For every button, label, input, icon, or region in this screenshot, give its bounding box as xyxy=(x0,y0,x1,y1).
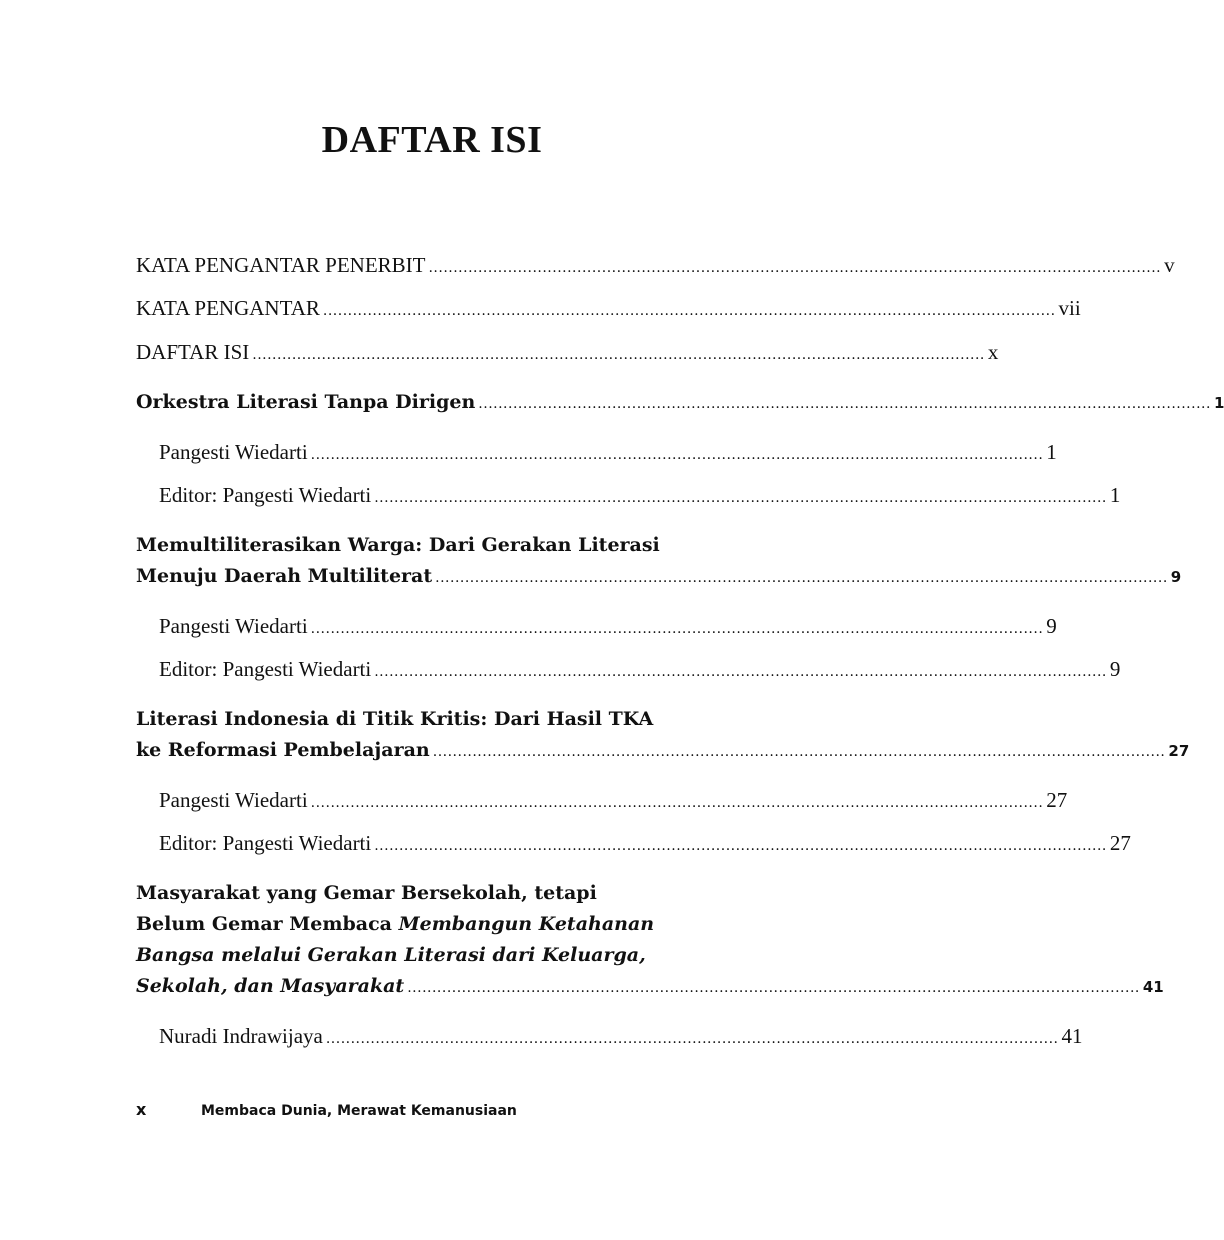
chapter-title-line: Masyarakat yang Gemar Bersekolah, tetapi xyxy=(136,882,597,904)
chapter-title-line: Literasi Indonesia di Titik Kritis: Dari Hasil TKA xyxy=(136,708,654,730)
editor-name: Editor: Pangesti Wiedarti xyxy=(159,831,372,855)
toc-sub-entry[interactable] xyxy=(159,785,1068,818)
chapter-title-line: Memultiliterasikan Warga: Dari Gerakan Literasi xyxy=(136,534,660,556)
chapter-subtitle: Membangun Ketahanan xyxy=(398,913,655,935)
chapter-page: 9 xyxy=(1170,568,1182,586)
chapter-title-line: Belum Gemar Membaca xyxy=(136,913,399,935)
toc-sub-entry[interactable] xyxy=(159,828,1131,861)
entry-page: 9 xyxy=(1046,614,1057,638)
chapter-title-line: ke Reformasi Pembelajaran xyxy=(136,739,430,761)
chapter-title: Orkestra Literasi Tanpa Dirigen xyxy=(136,391,476,413)
dot-leader: .................................................................................................................................................... xyxy=(428,260,1162,276)
dot-leader: .................................................................................................................................................... xyxy=(325,1031,1059,1047)
editor-name: Editor: Pangesti Wiedarti xyxy=(159,483,372,507)
toc-sub-entry[interactable] xyxy=(159,480,1121,513)
toc-sub-entry[interactable] xyxy=(159,437,1057,470)
chapter-page: 27 xyxy=(1168,742,1190,760)
dot-leader: .................................................................................................................................................... xyxy=(374,490,1107,506)
dot-leader: .................................................................................................................................................... xyxy=(322,303,1056,319)
toc-entry-daftar-isi[interactable] xyxy=(136,337,999,370)
page-footer xyxy=(136,1100,517,1119)
author-name: Nuradi Indrawijaya xyxy=(159,1024,323,1048)
author-name: Pangesti Wiedarti xyxy=(159,440,308,464)
entry-label: KATA PENGANTAR PENERBIT xyxy=(136,253,426,277)
footer-book-title: Membaca Dunia, Merawat Kemanusiaan xyxy=(201,1103,517,1119)
toc-sub-entry[interactable] xyxy=(159,611,1057,644)
dot-leader: .................................................................................................................................................... xyxy=(310,795,1044,811)
entry-page: v xyxy=(1164,253,1175,277)
footer-page-number: x xyxy=(136,1100,147,1119)
chapter-page: 1 xyxy=(1213,394,1224,412)
entry-page: 1 xyxy=(1046,440,1057,464)
author-name: Pangesti Wiedarti xyxy=(159,614,308,638)
entry-page: vii xyxy=(1058,296,1081,320)
entry-page: 27 xyxy=(1109,831,1131,855)
chapter-title-line: Menuju Daerah Multiliterat xyxy=(136,565,433,587)
dot-leader: .................................................................................................................................................... xyxy=(252,347,985,363)
entry-label: DAFTAR ISI xyxy=(136,340,250,364)
entry-page: x xyxy=(987,340,999,364)
toc-sub-entry[interactable] xyxy=(159,654,1121,687)
dot-leader: .................................................................................................................................................... xyxy=(374,664,1107,680)
dot-leader: .................................................................................................................................................... xyxy=(310,621,1044,637)
author-name: Pangesti Wiedarti xyxy=(159,788,308,812)
toc-chapter-1[interactable] xyxy=(136,387,1224,419)
chapter-page: 41 xyxy=(1142,978,1164,996)
entry-page: 41 xyxy=(1061,1024,1083,1048)
toc-chapter-4[interactable] xyxy=(136,878,1164,1004)
toc-entry-kata-pengantar[interactable] xyxy=(136,293,1081,326)
dot-leader: .................................................................................................................................................... xyxy=(310,447,1044,463)
toc-chapter-2[interactable] xyxy=(136,530,1182,594)
entry-page: 1 xyxy=(1109,483,1121,507)
chapter-subtitle-line: Sekolah, dan Masyarakat xyxy=(136,975,405,997)
toc-entry-kata-pengantar-penerbit[interactable] xyxy=(136,250,1175,283)
toc-chapter-3[interactable] xyxy=(136,704,1190,768)
entry-page: 27 xyxy=(1046,788,1068,812)
editor-name: Editor: Pangesti Wiedarti xyxy=(159,657,372,681)
dot-leader: .................................................................................................................................................... xyxy=(432,744,1166,760)
entry-page: 9 xyxy=(1109,657,1121,681)
entry-label: KATA PENGANTAR xyxy=(136,296,320,320)
dot-leader: .................................................................................................................................................... xyxy=(435,570,1168,586)
toc-sub-entry[interactable] xyxy=(159,1021,1083,1054)
page-title: DAFTAR ISI xyxy=(321,119,543,161)
dot-leader: .................................................................................................................................................... xyxy=(374,838,1107,854)
dot-leader: .................................................................................................................................................... xyxy=(407,980,1140,996)
chapter-subtitle-line: Bangsa melalui Gerakan Literasi dari Keluarga, xyxy=(136,944,646,966)
dot-leader: .................................................................................................................................................... xyxy=(478,396,1211,412)
